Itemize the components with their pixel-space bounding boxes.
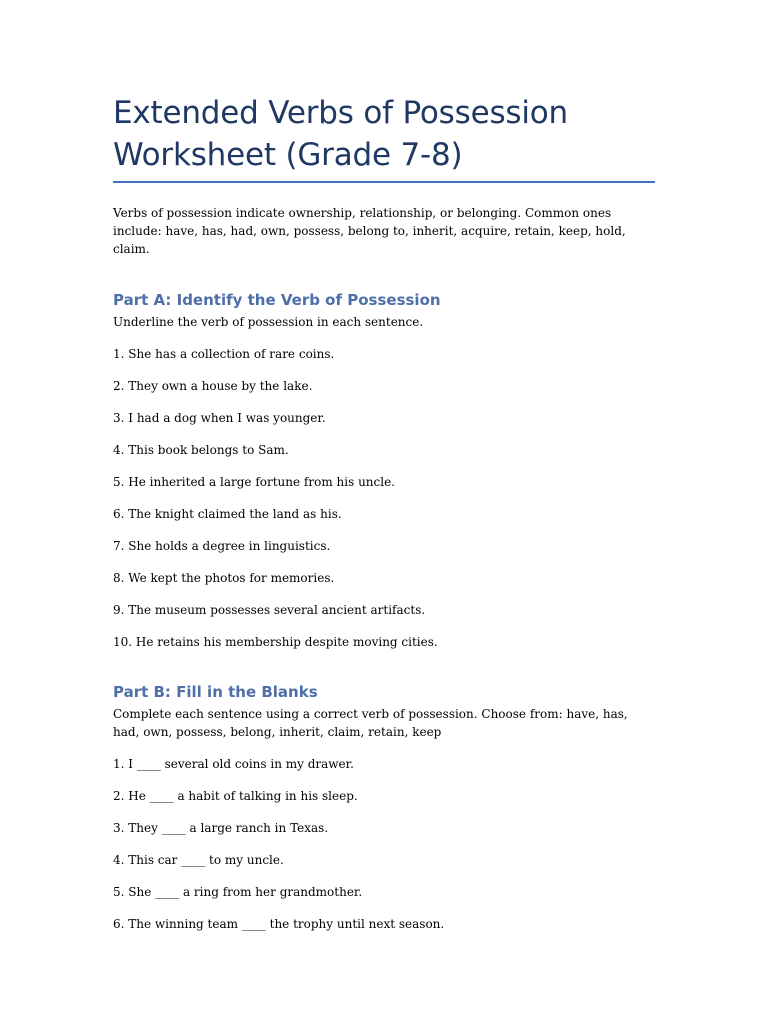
part-b-item: 1. I ____ several old coins in my drawer.	[113, 757, 354, 771]
part-b-item: 5. She ____ a ring from her grandmother.	[113, 885, 363, 899]
title-line-2: Worksheet (Grade 7-8)	[113, 137, 463, 173]
part-a-item: 4. This book belongs to Sam.	[113, 443, 289, 457]
part-b-item: 6. The winning team ____ the trophy until next season.	[113, 917, 445, 931]
part-b-item: 3. They ____ a large ranch in Texas.	[113, 821, 329, 835]
part-b-instructions: Complete each sentence using a correct verb of possession. Choose from: have, has, had, own, possess, belong, inherit, claim, retain, keep	[113, 707, 628, 739]
part-a-item: 7. She holds a degree in linguistics.	[113, 539, 331, 553]
part-a-item: 3. I had a dog when I was younger.	[113, 411, 326, 425]
title-line-1: Extended Verbs of Possession	[113, 95, 568, 131]
part-a-item: 6. The knight claimed the land as his.	[113, 507, 342, 521]
part-a-item: 10. He retains his membership despite moving cities.	[113, 635, 438, 649]
part-b-heading: Part B: Fill in the Blanks	[113, 683, 318, 701]
part-a-item: 1. She has a collection of rare coins.	[113, 347, 335, 361]
intro-paragraph: Verbs of possession indicate ownership, relationship, or belonging. Common ones include: have, has, had, own, possess, belong to, inherit, acquire, retain, keep, hold, claim.	[113, 206, 626, 256]
part-b-list	[113, 755, 655, 933]
part-b-item: 4. This car ____ to my uncle.	[113, 853, 284, 867]
title-divider	[113, 181, 655, 183]
part-a-item: 5. He inherited a large fortune from his uncle.	[113, 475, 395, 489]
part-a-heading: Part A: Identify the Verb of Possession	[113, 291, 441, 309]
part-b-item: 2. He ____ a habit of talking in his sleep.	[113, 789, 358, 803]
part-a-item: 8. We kept the photos for memories.	[113, 571, 335, 585]
part-a-item: 2. They own a house by the lake.	[113, 379, 313, 393]
part-a-instructions: Underline the verb of possession in each sentence.	[113, 315, 424, 329]
part-a-list	[113, 345, 655, 651]
worksheet-page	[113, 92, 655, 933]
page-title	[113, 92, 655, 176]
part-a-item: 9. The museum possesses several ancient artifacts.	[113, 603, 426, 617]
